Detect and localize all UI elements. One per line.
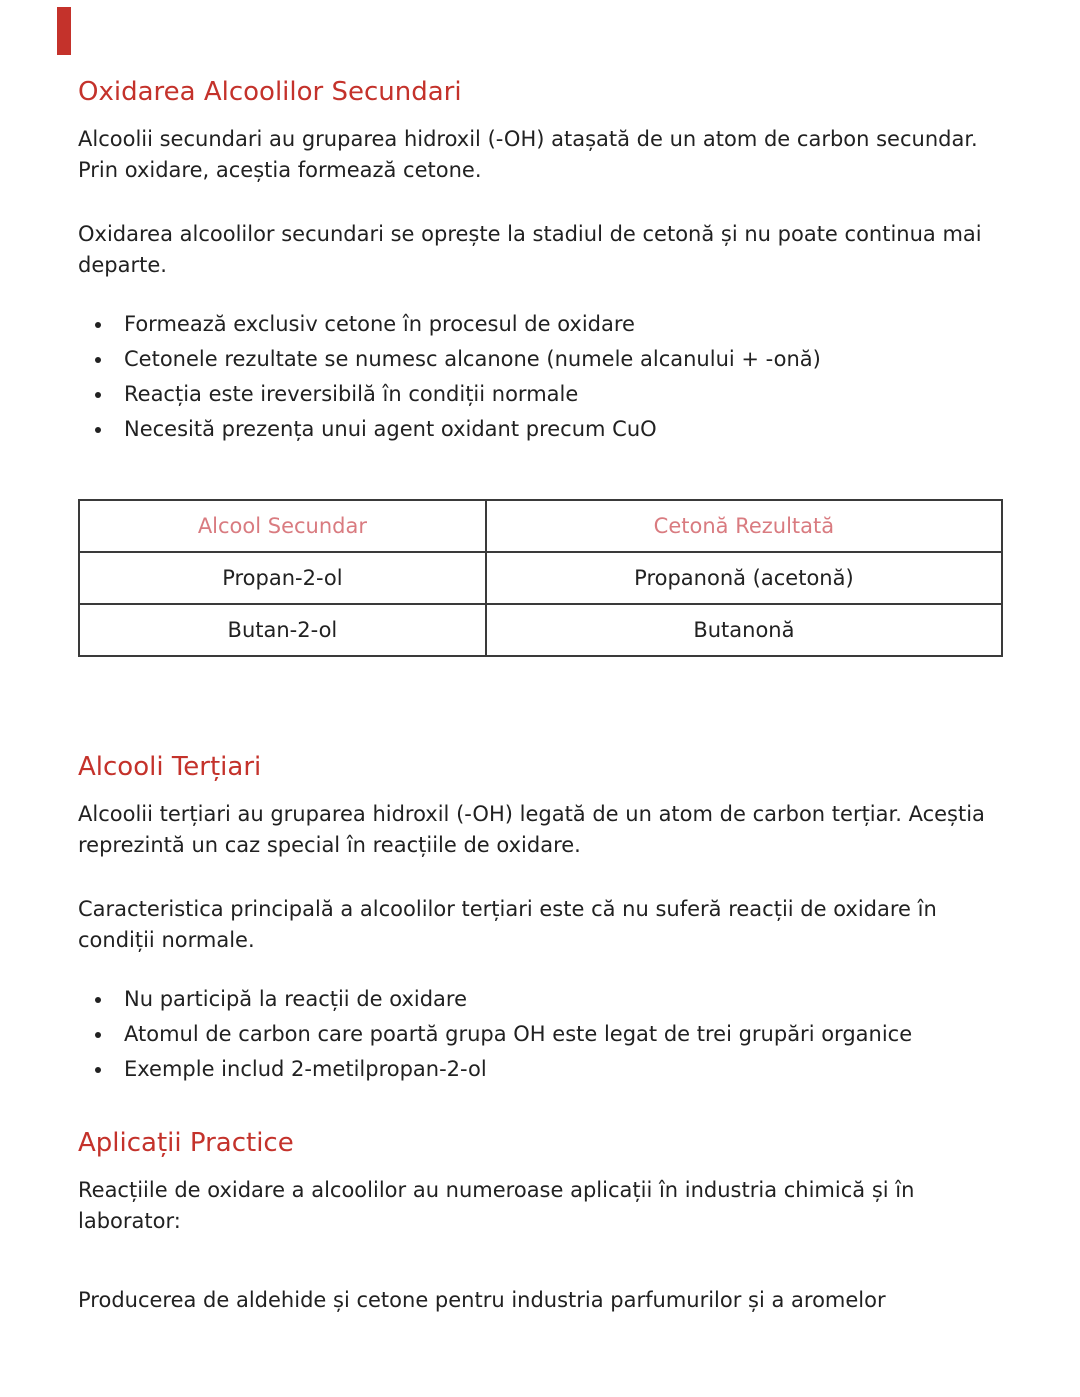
bullet-list-secondary (78, 309, 1003, 445)
table-row (79, 604, 1002, 656)
list-item: • Cetonele rezultate se numesc alcanone (numele alcanului + -onă) (114, 344, 1003, 375)
table-header-alcool-secundar: Alcool Secundar (79, 500, 486, 552)
table-cell: Butanonă (486, 604, 1002, 656)
list-item: • Atomul de carbon care poartă grupa OH este legat de trei grupări organice (114, 1019, 1003, 1050)
table-cell: Butan-2-ol (79, 604, 486, 656)
bullet-list-tertiary (78, 984, 1003, 1085)
alcohol-ketone-table (78, 499, 1003, 657)
table-row (79, 552, 1002, 604)
section-tertiary-alcohols (78, 751, 1003, 1085)
paragraph-tertiary-characteristic: Caracteristica principală a alcoolilor terțiari este că nu suferă reacții de oxidare în condiții normale. (78, 897, 937, 952)
list-item: • Nu participă la reacții de oxidare (114, 984, 1003, 1015)
paragraph-tertiary-intro: Alcoolii terțiari au gruparea hidroxil (-OH) legată de un atom de carbon terțiar. Aceștia reprezintă un caz special în reacțiile de oxidare. (78, 802, 985, 857)
table-cell: Propanonă (acetonă) (486, 552, 1002, 604)
list-item: • Exemple includ 2-metilpropan-2-ol (114, 1054, 1003, 1085)
list-item: • Formează exclusiv cetone în procesul de oxidare (114, 309, 1003, 340)
table-header-row (79, 500, 1002, 552)
table-cell: Propan-2-ol (79, 552, 486, 604)
section-practical-applications (78, 1127, 1003, 1316)
section-heading-applications: Aplicații Practice (78, 1128, 294, 1158)
paragraph-secondary-stop: Oxidarea alcoolilor secundari se oprește la stadiul de cetonă și nu poate continua mai departe. (78, 222, 982, 277)
section-heading-secondary: Oxidarea Alcoolilor Secundari (78, 77, 462, 107)
section-heading-tertiary: Alcooli Terțiari (78, 752, 262, 782)
paragraph-secondary-intro: Alcoolii secundari au gruparea hidroxil (-OH) atașată de un atom de carbon secundar. Prin oxidare, aceștia formează cetone. (78, 127, 978, 182)
red-top-marker (57, 7, 71, 55)
paragraph-applications-production: Producerea de aldehide și cetone pentru industria parfumurilor și a aromelor (78, 1288, 886, 1312)
list-item: • Reacția este ireversibilă în condiții normale (114, 379, 1003, 410)
section-secondary-alcohols (78, 76, 1003, 657)
paragraph-applications-intro: Reacțiile de oxidare a alcoolilor au numeroase aplicații în industria chimică și în laborator: (78, 1178, 915, 1233)
table-header-cetona-rezultata: Cetonă Rezultată (486, 500, 1002, 552)
list-item: • Necesită prezența unui agent oxidant precum CuO (114, 414, 1003, 445)
